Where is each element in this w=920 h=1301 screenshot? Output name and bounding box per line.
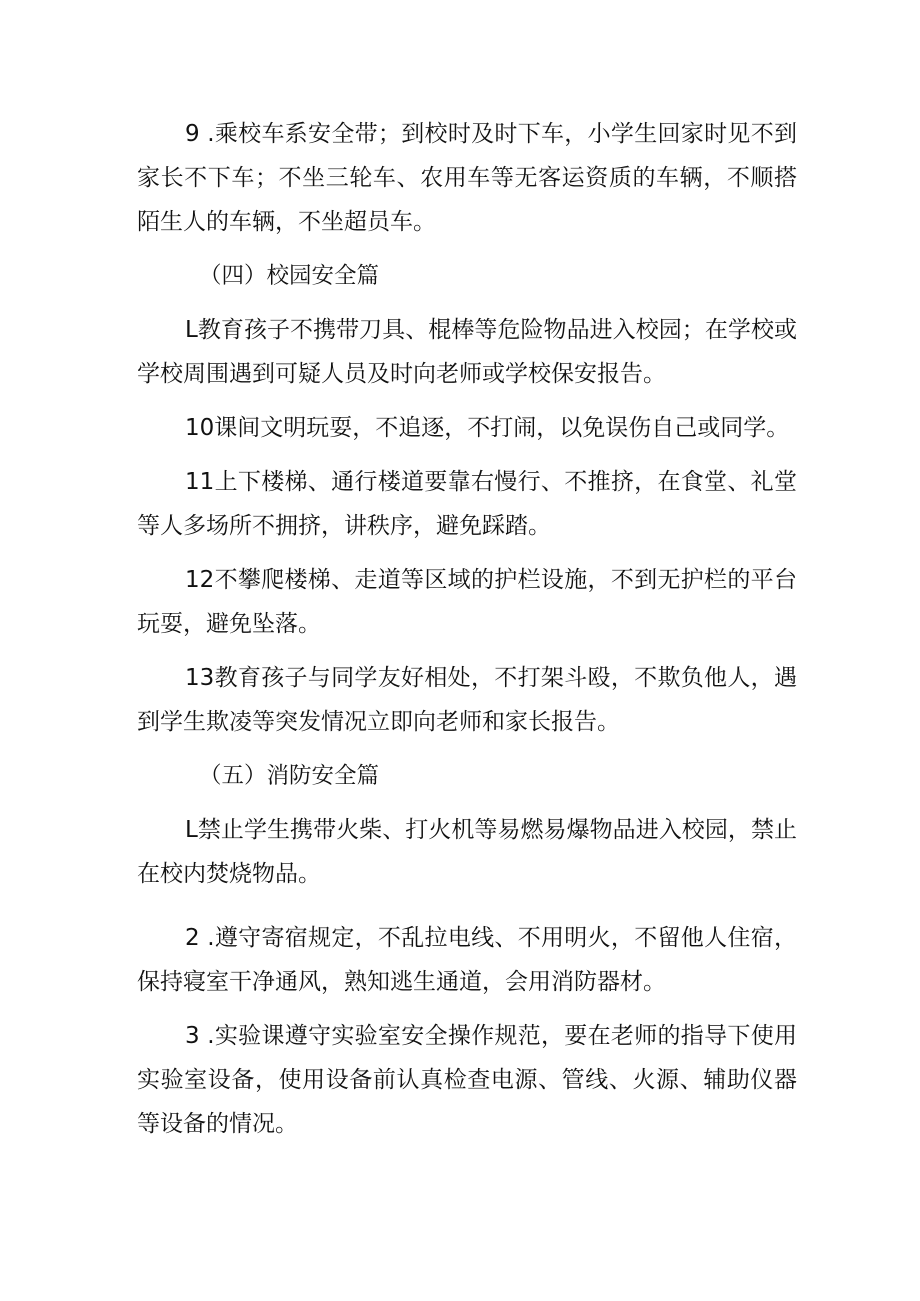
paragraph-13: 13教育孩子与同学友好相处，不打架斗殴，不欺负他人，遇到学生欺凌等突发情况立即向老师和家长报告。 [137, 665, 797, 735]
section-heading-5: （五）消防安全篇 [199, 763, 380, 788]
paragraph-fire-1: L禁止学生携带火柴、打火机等易燃易爆物品进入校园，禁止在校内焚烧物品。 [137, 817, 797, 887]
paragraph-fire-2: 2 .遵守寄宿规定，不乱拉电线、不用明火，不留他人住宿，保持寝室干净通风，熟知逃生通道，会用消防器材。 [137, 925, 797, 995]
paragraph-10: 10课间文明玩耍，不追逐，不打闹，以免误伤自己或同学。 [185, 415, 790, 441]
paragraph-school-1: L教育孩子不携带刀具、棍棒等危险物品进入校园；在学校或学校周围遇到可疑人员及时向老师或学校保安报告。 [137, 317, 797, 387]
paragraph-9: 9 .乘校车系安全带；到校时及时下车，小学生回家时见不到家长不下车；不坐三轮车、农用车等无客运资质的车辆，不顺搭陌生人的车辆，不坐超员车。 [137, 121, 797, 235]
section-heading-4: （四）校园安全篇 [199, 263, 380, 288]
document-page [137, 112, 797, 1156]
paragraph-11: 11上下楼梯、通行楼道要靠右慢行、不推挤，在食堂、礼堂等人多场所不拥挤，讲秩序，避免踩踏。 [137, 469, 797, 539]
paragraph-fire-3: 3 .实验课遵守实验室安全操作规范，要在老师的指导下使用实验室设备，使用设备前认真检查电源、管线、火源、辅助仪器等设备的情况。 [137, 1023, 797, 1137]
paragraph-12: 12不攀爬楼梯、走道等区域的护栏设施，不到无护栏的平台玩耍，避免坠落。 [137, 567, 797, 637]
